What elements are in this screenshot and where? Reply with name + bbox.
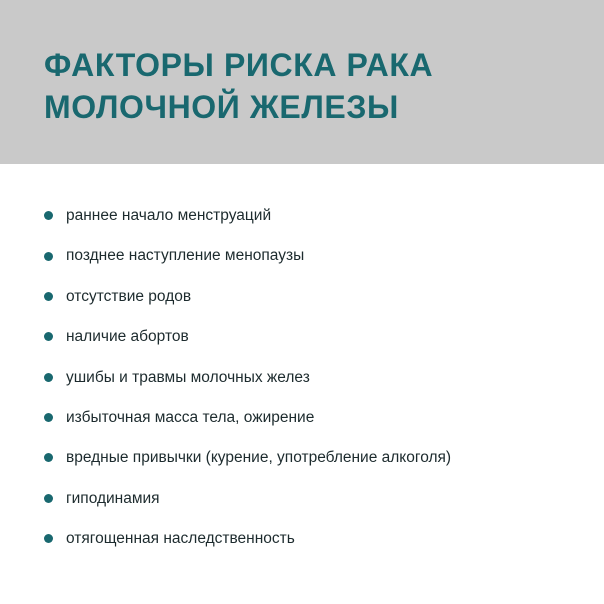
poster-body	[0, 164, 604, 548]
dot-bullet-icon	[44, 252, 53, 261]
risk-factor-list	[44, 206, 564, 548]
list-item-label: отягощенная наследственность	[66, 530, 295, 547]
list-item	[44, 327, 564, 346]
list-item-label: гиподинамия	[66, 489, 160, 507]
page-title	[44, 44, 564, 128]
dot-bullet-icon	[44, 453, 53, 462]
list-item	[44, 529, 564, 548]
list-item-label: вредные привычки (курение, употребление алкоголя)	[66, 449, 452, 467]
dot-bullet-icon	[44, 534, 53, 543]
list-item	[44, 246, 564, 265]
dot-bullet-icon	[44, 494, 53, 503]
list-item	[44, 408, 564, 427]
list-item-label: отсутствие родов	[66, 287, 192, 305]
page-title-line-2: МОЛОЧНОЙ ЖЕЛЕЗЫ	[44, 89, 399, 126]
dot-bullet-icon	[44, 292, 53, 301]
dot-bullet-icon	[44, 332, 53, 341]
poster-header	[0, 0, 604, 164]
list-item	[44, 206, 564, 225]
page-title-line-1: ФАКТОРЫ РИСКА РАКА	[44, 47, 434, 83]
list-item-label: позднее наступление менопаузы	[66, 247, 305, 265]
dot-bullet-icon	[44, 211, 53, 220]
list-item-label: избыточная масса тела, ожирение	[66, 408, 315, 426]
list-item-label: наличие абортов	[66, 328, 189, 346]
list-item	[44, 448, 564, 467]
list-item	[44, 489, 564, 508]
list-item-label: раннее начало менструаций	[66, 207, 272, 224]
list-item	[44, 287, 564, 306]
list-item-label: ушибы и травмы молочных желез	[66, 368, 310, 386]
list-item	[44, 368, 564, 387]
dot-bullet-icon	[44, 373, 53, 382]
dot-bullet-icon	[44, 413, 53, 422]
